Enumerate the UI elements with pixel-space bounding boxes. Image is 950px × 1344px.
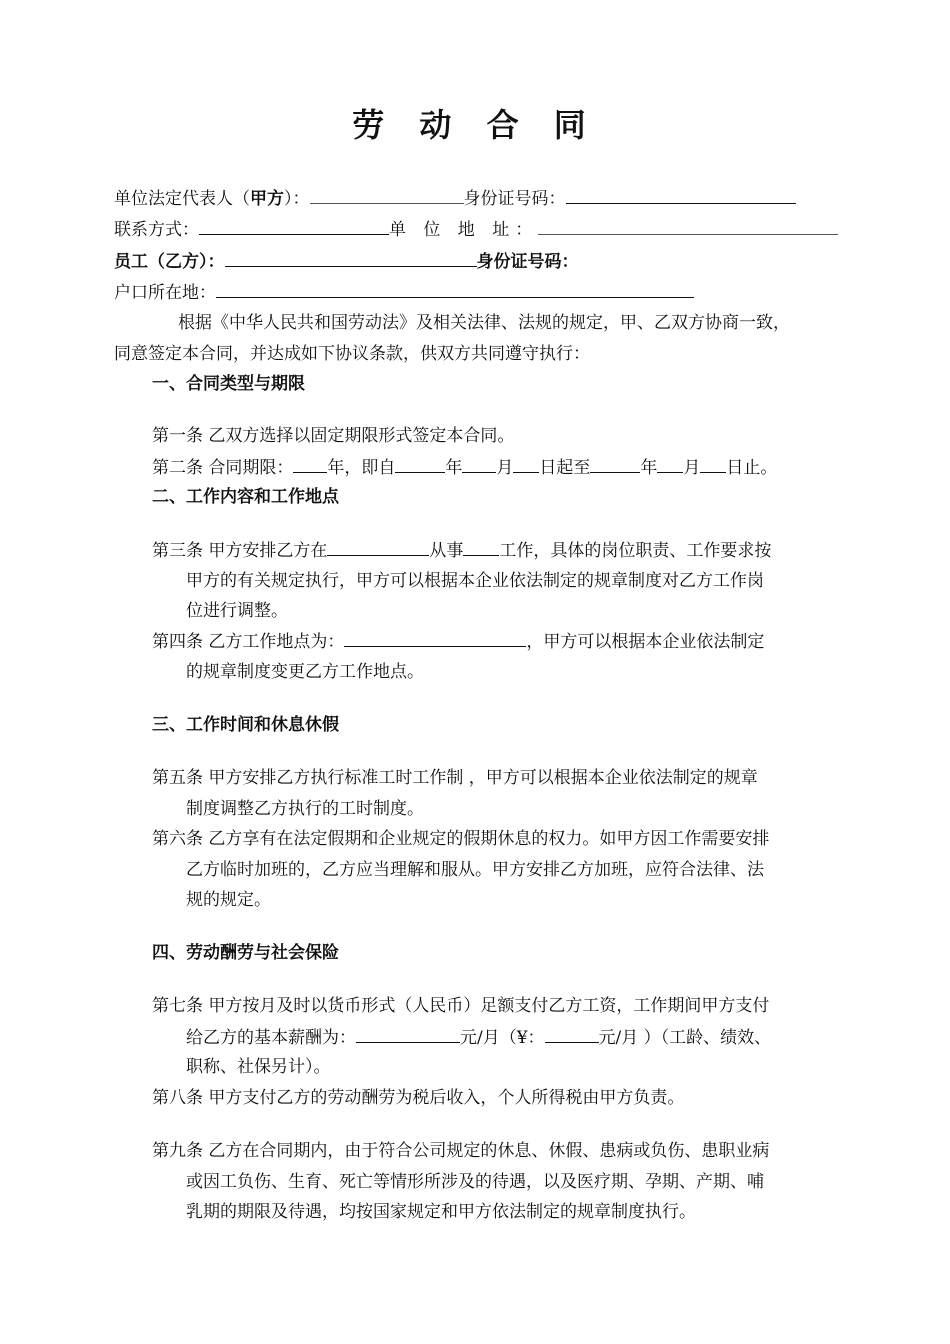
employer-rep-line [114, 187, 796, 209]
address-blank[interactable] [538, 218, 838, 235]
article-8: 第八条 甲方支付乙方的劳动酬劳为税后收入，个人所得税由甲方负责。 [152, 1088, 685, 1108]
article-7-text-c: 元/月 ）（工龄、绩效、 [598, 1028, 772, 1048]
article-3-line-3: 位进行调整。 [186, 601, 288, 621]
article-6-line-1: 第六条 乙方享有在法定假期和企业规定的假期休息的权力。如甲方因工作需要安排 [152, 829, 770, 849]
department-blank[interactable] [327, 539, 429, 556]
base-salary-blank[interactable] [356, 1026, 460, 1043]
employee-blank[interactable] [225, 250, 477, 267]
employee-label: 员工（乙方）： [114, 252, 225, 272]
work-location-blank[interactable] [344, 630, 526, 647]
start-month-blank[interactable] [462, 456, 496, 473]
intro-line-1: 根据《中华人民共和国劳动法》及相关法律、法规的规定，甲、乙双方协商一致， [178, 313, 790, 333]
employer-rep-blank[interactable] [310, 187, 464, 204]
article-7-text-b: 元/月（¥： [460, 1028, 545, 1048]
section-2-heading: 二、工作内容和工作地点 [152, 487, 339, 507]
article-6-line-3: 规的规定。 [186, 890, 271, 910]
hukou-blank[interactable] [216, 281, 694, 298]
article-4-line-1 [152, 630, 764, 652]
article-7-text-a: 给乙方的基本薪酬为： [186, 1028, 356, 1048]
article-9-line-1: 第九条 乙方在合同期内，由于符合公司规定的休息、休假、患病或负伤、患职业病 [152, 1141, 770, 1161]
article-2-label: 第二条 合同期限： [152, 458, 294, 478]
article-6-line-2: 乙方临时加班的，乙方应当理解和服从。甲方安排乙方加班，应符合法律、法 [186, 860, 764, 880]
hukou-line [114, 281, 694, 303]
article-4-text-a: 第四条 乙方工作地点为： [152, 632, 345, 652]
article-3-line-2: 甲方的有关规定执行，甲方可以根据本企业依法制定的规章制度对乙方工作岗 [186, 571, 764, 591]
employer-id-blank[interactable] [566, 187, 796, 204]
article-7-line-3: 职称、社保另计）。 [186, 1057, 331, 1077]
employer-rep-colon: ）： [284, 189, 310, 209]
address-label: 单 位 地 址： [389, 220, 539, 240]
contact-line [114, 218, 838, 240]
article-2-text-b: 年 [445, 458, 463, 478]
article-5-line-2: 制度调整乙方执行的工时制度。 [186, 799, 424, 819]
article-9-line-3: 乳期的期限及待遇，均按国家规定和甲方依法制定的规章制度执行。 [186, 1202, 696, 1222]
article-2-text-e: 年 [640, 458, 658, 478]
start-year-blank[interactable] [395, 456, 445, 473]
contact-blank[interactable] [199, 218, 389, 235]
employer-rep-bold: 甲方 [250, 189, 284, 209]
article-2 [152, 456, 777, 478]
term-years-blank[interactable] [293, 456, 327, 473]
document-title: 劳 动 合 同 [352, 106, 598, 144]
article-7-line-1: 第七条 甲方按月及时以货币形式（人民币）足额支付乙方工资，工作期间甲方支付 [152, 996, 770, 1016]
article-2-text-f: 月 [683, 458, 701, 478]
salary-amount-blank[interactable] [545, 1026, 599, 1043]
job-blank[interactable] [463, 539, 499, 556]
end-day-blank[interactable] [700, 456, 726, 473]
article-9-line-2: 或因工负伤、生育、死亡等情形所涉及的待遇，以及医疗期、孕期、产期、哺 [186, 1172, 764, 1192]
employee-line [114, 250, 579, 272]
article-7-line-2 [186, 1026, 771, 1048]
section-4-heading: 四、劳动酬劳与社会保险 [152, 943, 339, 963]
article-3-line-1 [152, 539, 771, 561]
end-year-blank[interactable] [590, 456, 640, 473]
start-day-blank[interactable] [513, 456, 539, 473]
article-2-text-a: 年，即自 [327, 458, 396, 478]
article-4-text-b: ，甲方可以根据本企业依法制定 [526, 632, 765, 652]
intro-line-2: 同意签定本合同，并达成如下协议条款，供双方共同遵守执行： [114, 344, 590, 364]
id-label-1: 身份证号码： [463, 189, 566, 209]
article-2-text-d: 日起至 [539, 458, 591, 478]
employer-rep-label: 单位法定代表人（ [114, 189, 250, 209]
article-5-line-1: 第五条 甲方安排乙方执行标准工时工作制 ，甲方可以根据本企业依法制定的规章 [152, 768, 758, 788]
article-3-text-b: 从事 [429, 541, 464, 561]
article-2-text-g: 日止。 [726, 458, 778, 478]
section-1-heading: 一、合同类型与期限 [152, 374, 305, 394]
article-3-text-a: 第三条 甲方安排乙方在 [152, 541, 328, 561]
article-2-text-c: 月 [496, 458, 514, 478]
article-3-text-c: 工作，具体的岗位职责、工作要求按 [499, 541, 772, 561]
id-label-2: 身份证号码： [476, 252, 579, 272]
section-3-heading: 三、工作时间和休息休假 [152, 715, 339, 735]
article-4-line-2: 的规章制度变更乙方工作地点。 [186, 662, 424, 682]
end-month-blank[interactable] [657, 456, 683, 473]
hukou-label: 户口所在地： [114, 283, 216, 303]
article-1: 第一条 乙双方选择以固定期限形式签定本合同。 [152, 426, 515, 446]
contact-label: 联系方式： [114, 220, 199, 240]
